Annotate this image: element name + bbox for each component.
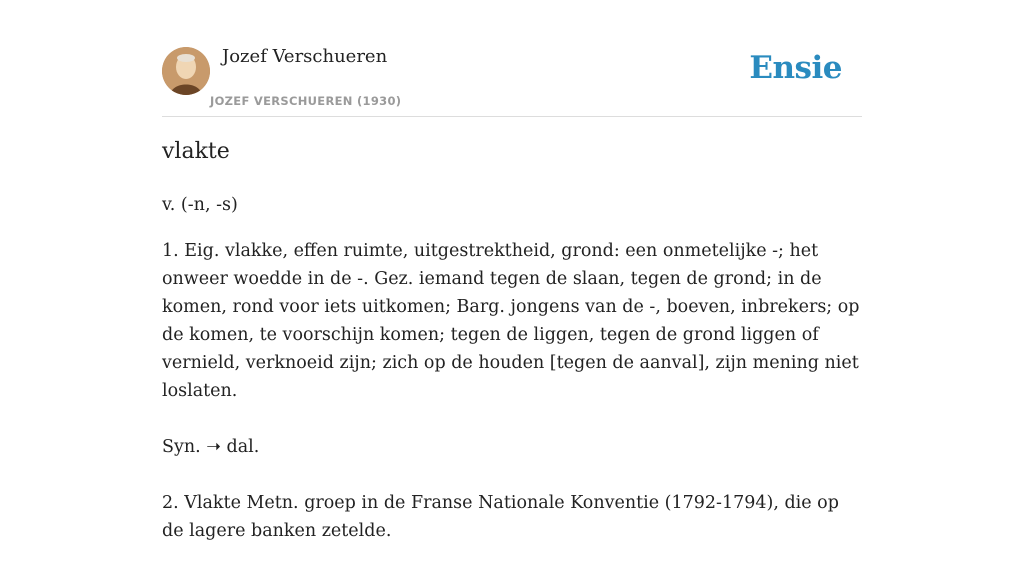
definition-2: 2. Vlakte Metn. groep in de Franse Nationale Konventie (1792-1794), die op de lagere banken zetelde. xyxy=(162,493,839,541)
definition-1: 1. Eig. vlakke, effen ruimte, uitgestrektheid, grond: een onmetelijke -; het onweer woedde in de -. Gez. iemand tegen de slaan, tegen de grond; in de komen, rond voor iets uitkomen; Barg. jongens van de -, boeven, inbrekers; op de komen, te voorschijn komen; tegen de liggen, tegen de grond liggen of vernield, verknoeid zijn; zich op de houden [tegen de aanval], zijn mening niet loslaten. xyxy=(162,241,860,401)
entry-title: vlakte xyxy=(162,139,230,164)
page xyxy=(162,0,862,541)
author-name[interactable]: Jozef Verschueren xyxy=(222,46,388,67)
author-meta: JOZEF VERSCHUEREN (1930) xyxy=(210,94,402,108)
author-portrait-icon xyxy=(162,47,210,95)
header xyxy=(162,0,862,117)
entry-content xyxy=(162,191,862,563)
grammar-info: v. (-n, -s) xyxy=(162,195,238,215)
avatar[interactable] xyxy=(162,47,210,95)
ensie-logo[interactable]: Ensie xyxy=(749,50,842,86)
synonym-line: Syn. ➝ dal. xyxy=(162,437,260,457)
